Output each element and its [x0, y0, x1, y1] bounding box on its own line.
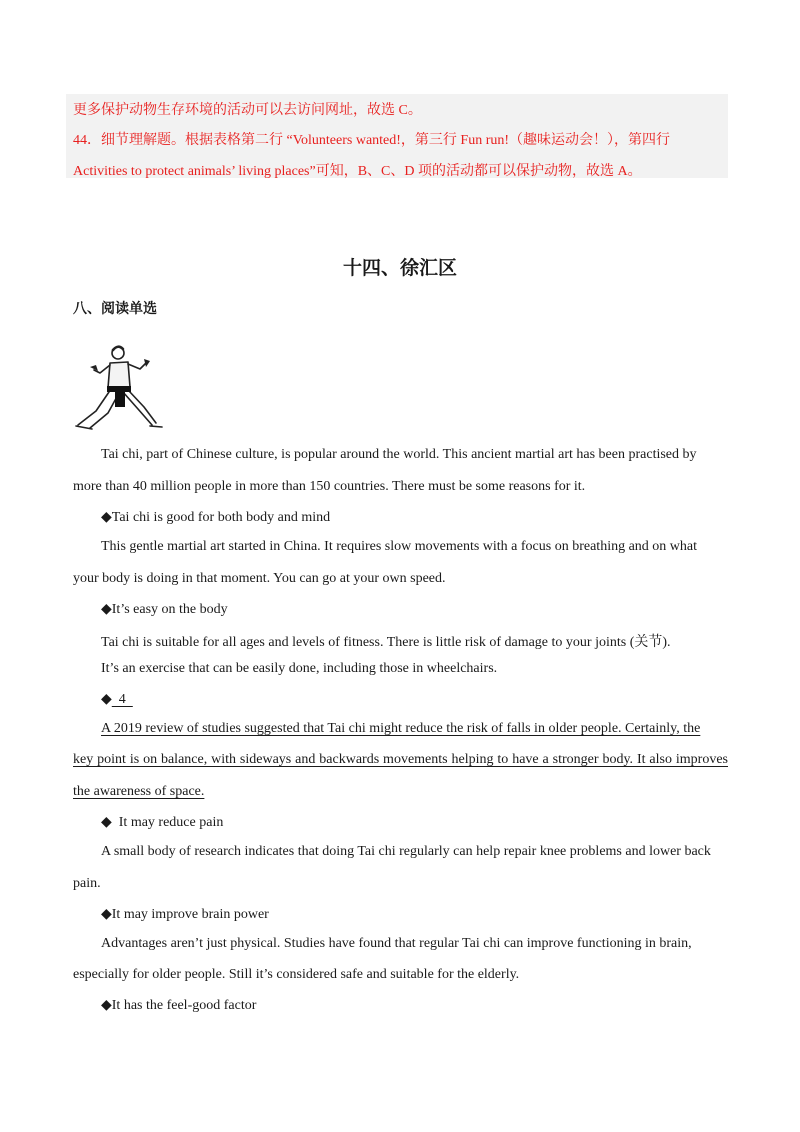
passage-paragraph-4: It’s an exercise that can be easily done, including those in wheelchairs. [101, 661, 498, 676]
passage-paragraph-1-line-2: more than 40 million people in more than 150 countries. There must be some reasons for it. [73, 479, 586, 494]
passage-paragraph-7-line-2: especially for older people. Still it’s considered safe and suitable for the elderly. [73, 967, 520, 982]
section-title: 十四、徐汇区 [342, 257, 457, 279]
passage-paragraph-2-line-2: your body is doing in that moment. You can go at your own speed. [73, 571, 446, 586]
heading-feel-good-factor: ◆It has the feel-good factor [101, 998, 257, 1013]
answer-line-1: 更多保护动物生存环境的活动可以去访问网址，故选 C。 [73, 103, 422, 118]
passage-paragraph-5-line-1: A 2019 review of studies suggested that Tai chi might reduce the risk of falls in older people. Certainly, the [101, 721, 701, 736]
answer-line-2: 44．细节理解题。根据表格第二行 “Volunteers wanted!，第三行 Fun run!（趣味运动会！），第四行 [73, 133, 671, 148]
heading-body-and-mind: ◆Tai chi is good for both body and mind [101, 510, 331, 525]
answer-blank-4: 4 [111, 692, 133, 707]
answer-line-3: Activities to protect animals’ living places”可知，B、C、D 项的活动都可以保护动物，故选 A。 [73, 164, 642, 179]
passage-paragraph-6-line-1: A small body of research indicates that doing Tai chi regularly can help repair knee problems and lower back [101, 844, 711, 859]
passage-paragraph-5-line-3: the awareness of space. [73, 784, 205, 799]
passage-paragraph-2-line-1: This gentle martial art started in China. It requires slow movements with a focus on breathing and on what [101, 539, 698, 554]
passage-paragraph-6-line-2: pain. [73, 876, 101, 891]
heading-reduce-pain: ◆ It may reduce pain [101, 815, 224, 830]
passage-paragraph-3: Tai chi is suitable for all ages and levels of fitness. There is little risk of damage to your joints (关节). [101, 635, 671, 650]
passage-paragraph-1-line-1: Tai chi, part of Chinese culture, is popular around the world. This ancient martial art has been practised by [101, 447, 697, 462]
tai-chi-figure-icon [72, 343, 172, 431]
diamond-marker: ◆ [101, 692, 112, 707]
heading-easy-on-body: ◆It’s easy on the body [101, 602, 228, 617]
heading-brain-power: ◆It may improve brain power [101, 907, 269, 922]
passage-paragraph-5-line-2: key point is on balance, with sideways and backwards movements helping to have a stronger body. It also improves [73, 752, 728, 767]
subsection-title: 八、阅读单选 [73, 301, 157, 317]
heading-blank-4 [101, 691, 133, 708]
passage-paragraph-7-line-1: Advantages aren’t just physical. Studies have found that regular Tai chi can improve functioning in brain, [101, 936, 692, 951]
